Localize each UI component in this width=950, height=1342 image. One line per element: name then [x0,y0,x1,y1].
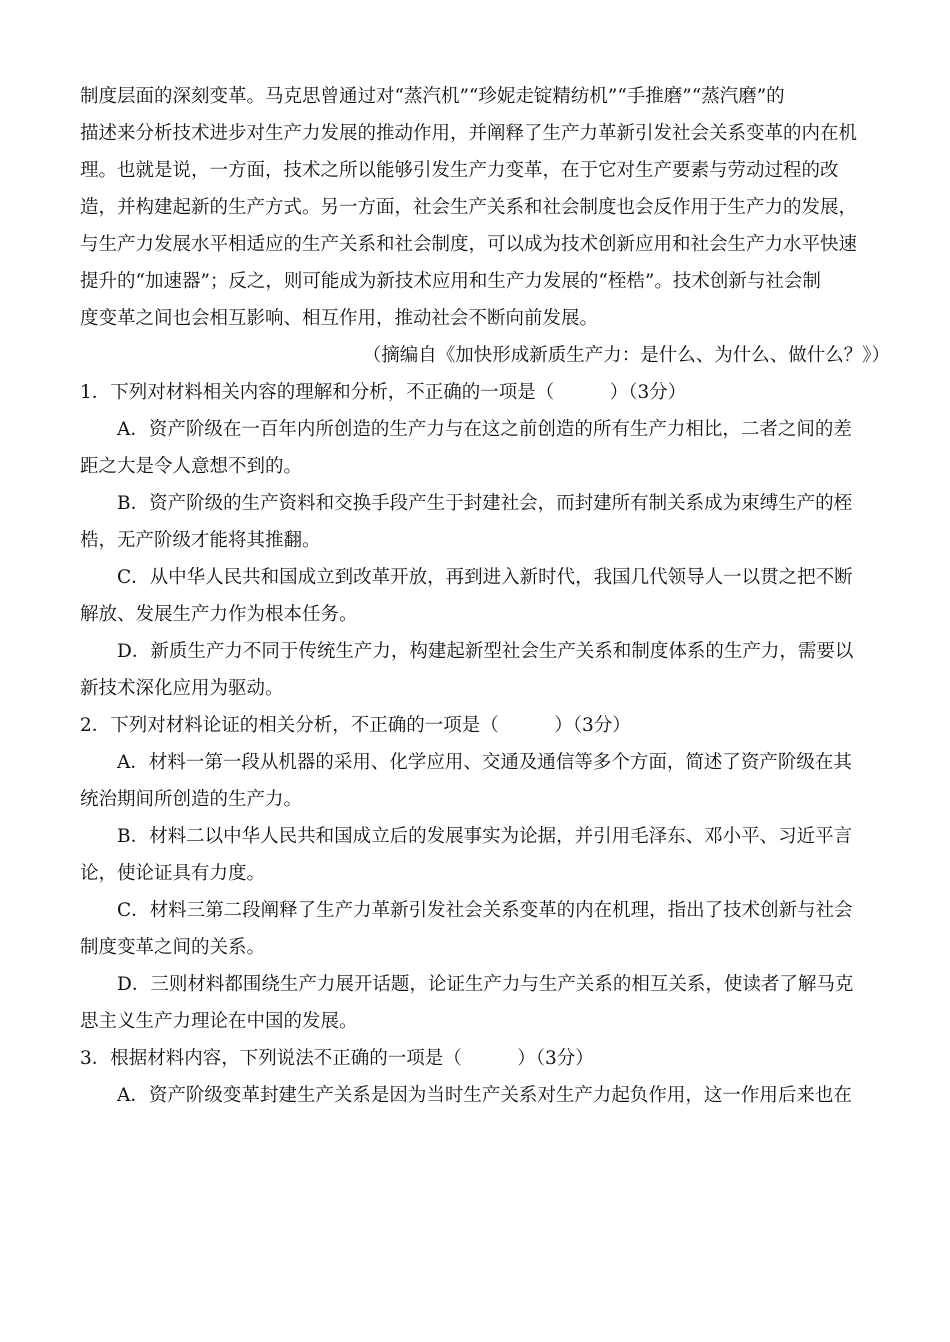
option-a-line-2: 统治期间所创造的生产力。 [80,789,303,810]
passage-line: 制度层面的深刻变革。马克思曾通过对“蒸汽机”“珍妮走锭精纺机”“手推磨”“蒸汽磨”的 [80,86,785,107]
passage-line: 理。也就是说，一方面，技术之所以能够引发生产力变革，在于它对生产要素与劳动过程的改 [80,160,839,181]
question-3 [80,1040,890,1114]
passage [80,78,890,374]
passage-line: 描述来分析技术进步对生产力发展的推动作用，并阐释了生产力革新引发社会关系变革的内在机 [80,123,858,144]
question-2 [80,707,890,1040]
question-stem: 2．下列对材料论证的相关分析，不正确的一项是（ ）（3分） [80,715,631,736]
option-b-line-2: 论，使论证具有力度。 [80,863,266,884]
option-b-line-1: B．资产阶级的生产资料和交换手段产生于封建社会，而封建所有制关系成为束缚生产的桎 [117,493,853,514]
option-d-line-2: 新技术深化应用为驱动。 [80,678,284,699]
option-d-line-2: 思主义生产力理论在中国的发展。 [80,1011,358,1032]
question-1 [80,374,890,707]
passage-line: 提升的“加速器”；反之，则可能成为新技术应用和生产力发展的“桎梏”。技术创新与社会制 [80,271,821,292]
document-page [80,78,890,1114]
option-d-line-1: D．三则材料都围绕生产力展开话题，论证生产力与生产关系的相互关系，使读者了解马克 [117,974,854,995]
passage-line: 度变革之间也会相互影响、相互作用，推动社会不断向前发展。 [80,308,599,329]
option-a-line-1: A．资产阶级在一百年内所创造的生产力与在这之前创造的所有生产力相比，二者之间的差 [117,419,852,440]
option-d-line-1: D．新质生产力不同于传统生产力，构建起新型社会生产关系和制度体系的生产力，需要以 [117,641,854,662]
option-c-line-1: C．从中华人民共和国成立到改革开放，再到进入新时代，我国几代领导人一以贯之把不断 [117,567,853,588]
option-b-line-1: B．材料二以中华人民共和国成立后的发展事实为论据，并引用毛泽东、邓小平、习近平言 [117,826,853,847]
passage-line: 造，并构建起新的生产方式。另一方面，社会生产关系和社会制度也会反作用于生产力的发展， [80,197,858,218]
question-stem: 1．下列对材料相关内容的理解和分析，不正确的一项是（ ）（3分） [80,382,687,403]
option-c-line-1: C．材料三第二段阐释了生产力革新引发社会关系变革的内在机理，指出了技术创新与社会 [117,900,853,921]
option-a-line-1: A．材料一第一段从机器的采用、化学应用、交通及通信等多个方面，简述了资产阶级在其 [117,752,852,773]
option-a-line-1: A．资产阶级变革封建生产关系是因为当时生产关系对生产力起负作用，这一作用后来也在 [117,1085,852,1106]
option-c-line-2: 制度变革之间的关系。 [80,937,266,958]
option-a-line-2: 距之大是令人意想不到的。 [80,456,303,477]
option-c-line-2: 解放、发展生产力作为根本任务。 [80,604,358,625]
passage-line: 与生产力发展水平相适应的生产关系和社会制度，可以成为技术创新应用和社会生产力水平快速 [80,234,858,255]
option-b-line-2: 梏，无产阶级才能将其推翻。 [80,530,321,551]
question-stem: 3．根据材料内容，下列说法不正确的一项是（ ）（3分） [80,1048,594,1069]
passage-source: （摘编自《加快形成新质生产力：是什么、为什么、做什么？》） [362,345,890,366]
